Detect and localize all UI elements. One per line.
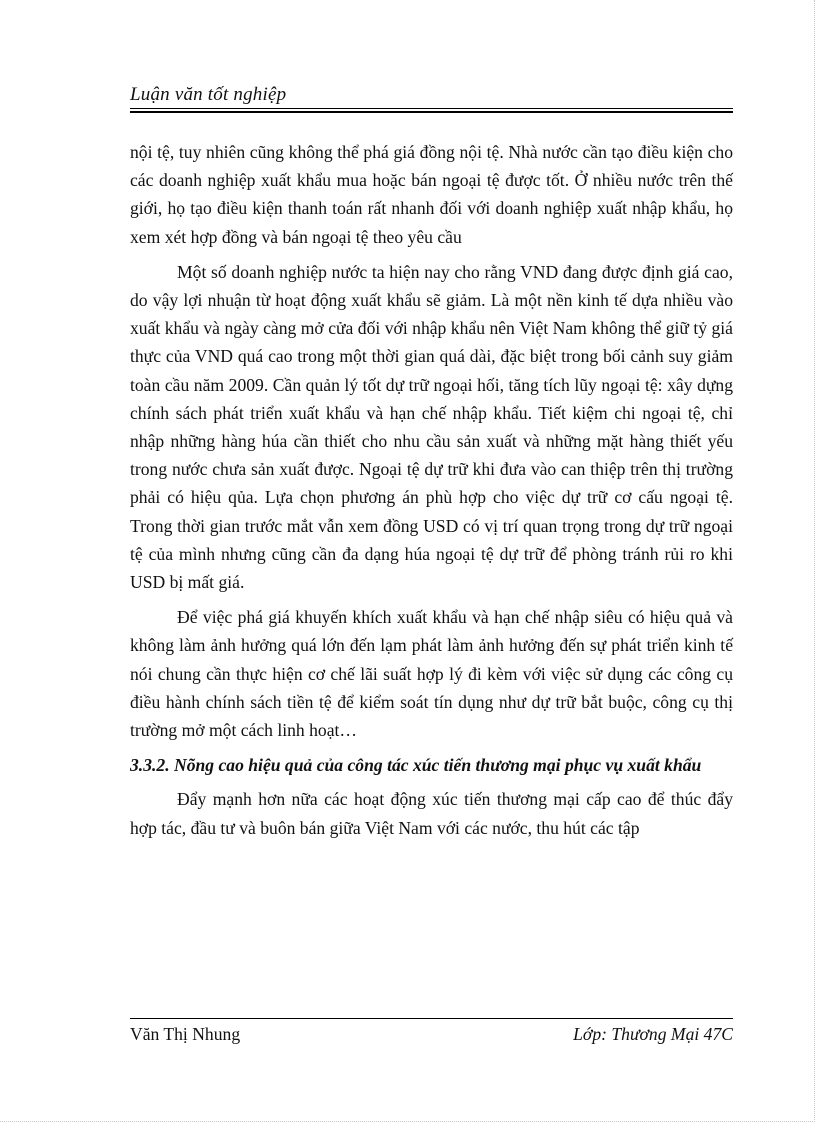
header-rule bbox=[130, 108, 733, 113]
document-body bbox=[130, 138, 733, 849]
section-heading: 3.3.2. Nõng cao hiệu quả của công tác xúc tiến thương mại phục vụ xuất khẩu bbox=[130, 755, 702, 776]
paragraph: Một số doanh nghiệp nước ta hiện nay cho rằng VND đang được định giá cao, do vậy lợi nhuận từ hoạt động xuất khẩu sẽ giảm. Là một nền kinh tế dựa nhiều vào xuất khẩu và ngày càng mở cửa đối với nhập khẩu nên Việt Nam không thể giữ tỷ giá thực của VND quá cao trong một thời gian quá dài, đặc biệt trong bối cảnh suy giảm toàn cầu năm 2009. Cần quản lý tốt dự trữ ngoại hối, tăng tích lũy ngoại tệ: xây dựng chính sách phát triển xuất khẩu và hạn chế nhập khẩu. Tiết kiệm chi ngoại tệ, chỉ nhập những hàng húa cần thiết cho nhu cầu sản xuất và những mặt hàng thiết yếu trong nước chưa sản xuất được. Ngoại tệ dự trữ khi đưa vào can thiệp trên thị trường phải có hiệu qủa. Lựa chọn phương án phù hợp cho việc dự trữ cơ cấu ngoại tệ. Trong thời gian trước mắt vẫn xem đồng USD có vị trí quan trọng trong dự trữ ngoại tệ của mình nhưng cũng cần đa dạng húa ngoại tệ dự trữ để phòng tránh rủi ro khi USD bị mất giá. bbox=[130, 261, 733, 593]
paragraph: Để việc phá giá khuyến khích xuất khẩu và hạn chế nhập siêu có hiệu quả và không làm ảnh hưởng quá lớn đến lạm phát làm ảnh hưởng đến sự phát triển kinh tế nói chung cần thực hiện cơ chế lãi suất hợp lý đi kèm với việc sử dụng các công cụ điều hành chính sách tiền tệ để kiểm soát tín dụng như dự trữ bắt buộc, công cụ thị trường mở một cách linh hoạt… bbox=[130, 607, 733, 741]
footer-class: Lớp: Thương Mại 47C bbox=[573, 1024, 733, 1044]
header-title: Luận văn tốt nghiệp bbox=[130, 84, 287, 105]
paragraph-continuation: nội tệ, tuy nhiên cũng không thể phá giá đồng nội tệ. Nhà nước cần tạo điều kiện cho các doanh nghiệp xuất khẩu mua hoặc bán ngoại tệ được tốt. Ở nhiều nước trên thế giới, họ tạo điều kiện thanh toán rất nhanh đối với doanh nghiệp xuất nhập khẩu, họ xem xét hợp đồng và bán ngoại tệ theo yêu cầu bbox=[130, 142, 733, 247]
paragraph: Đẩy mạnh hơn nữa các hoạt động xúc tiến thương mại cấp cao để thúc đẩy hợp tác, đầu tư và buôn bán giữa Việt Nam với các nước, thu hút các tập bbox=[130, 789, 733, 838]
footer-author: Văn Thị Nhung bbox=[130, 1024, 241, 1044]
footer-rule bbox=[130, 1018, 733, 1019]
